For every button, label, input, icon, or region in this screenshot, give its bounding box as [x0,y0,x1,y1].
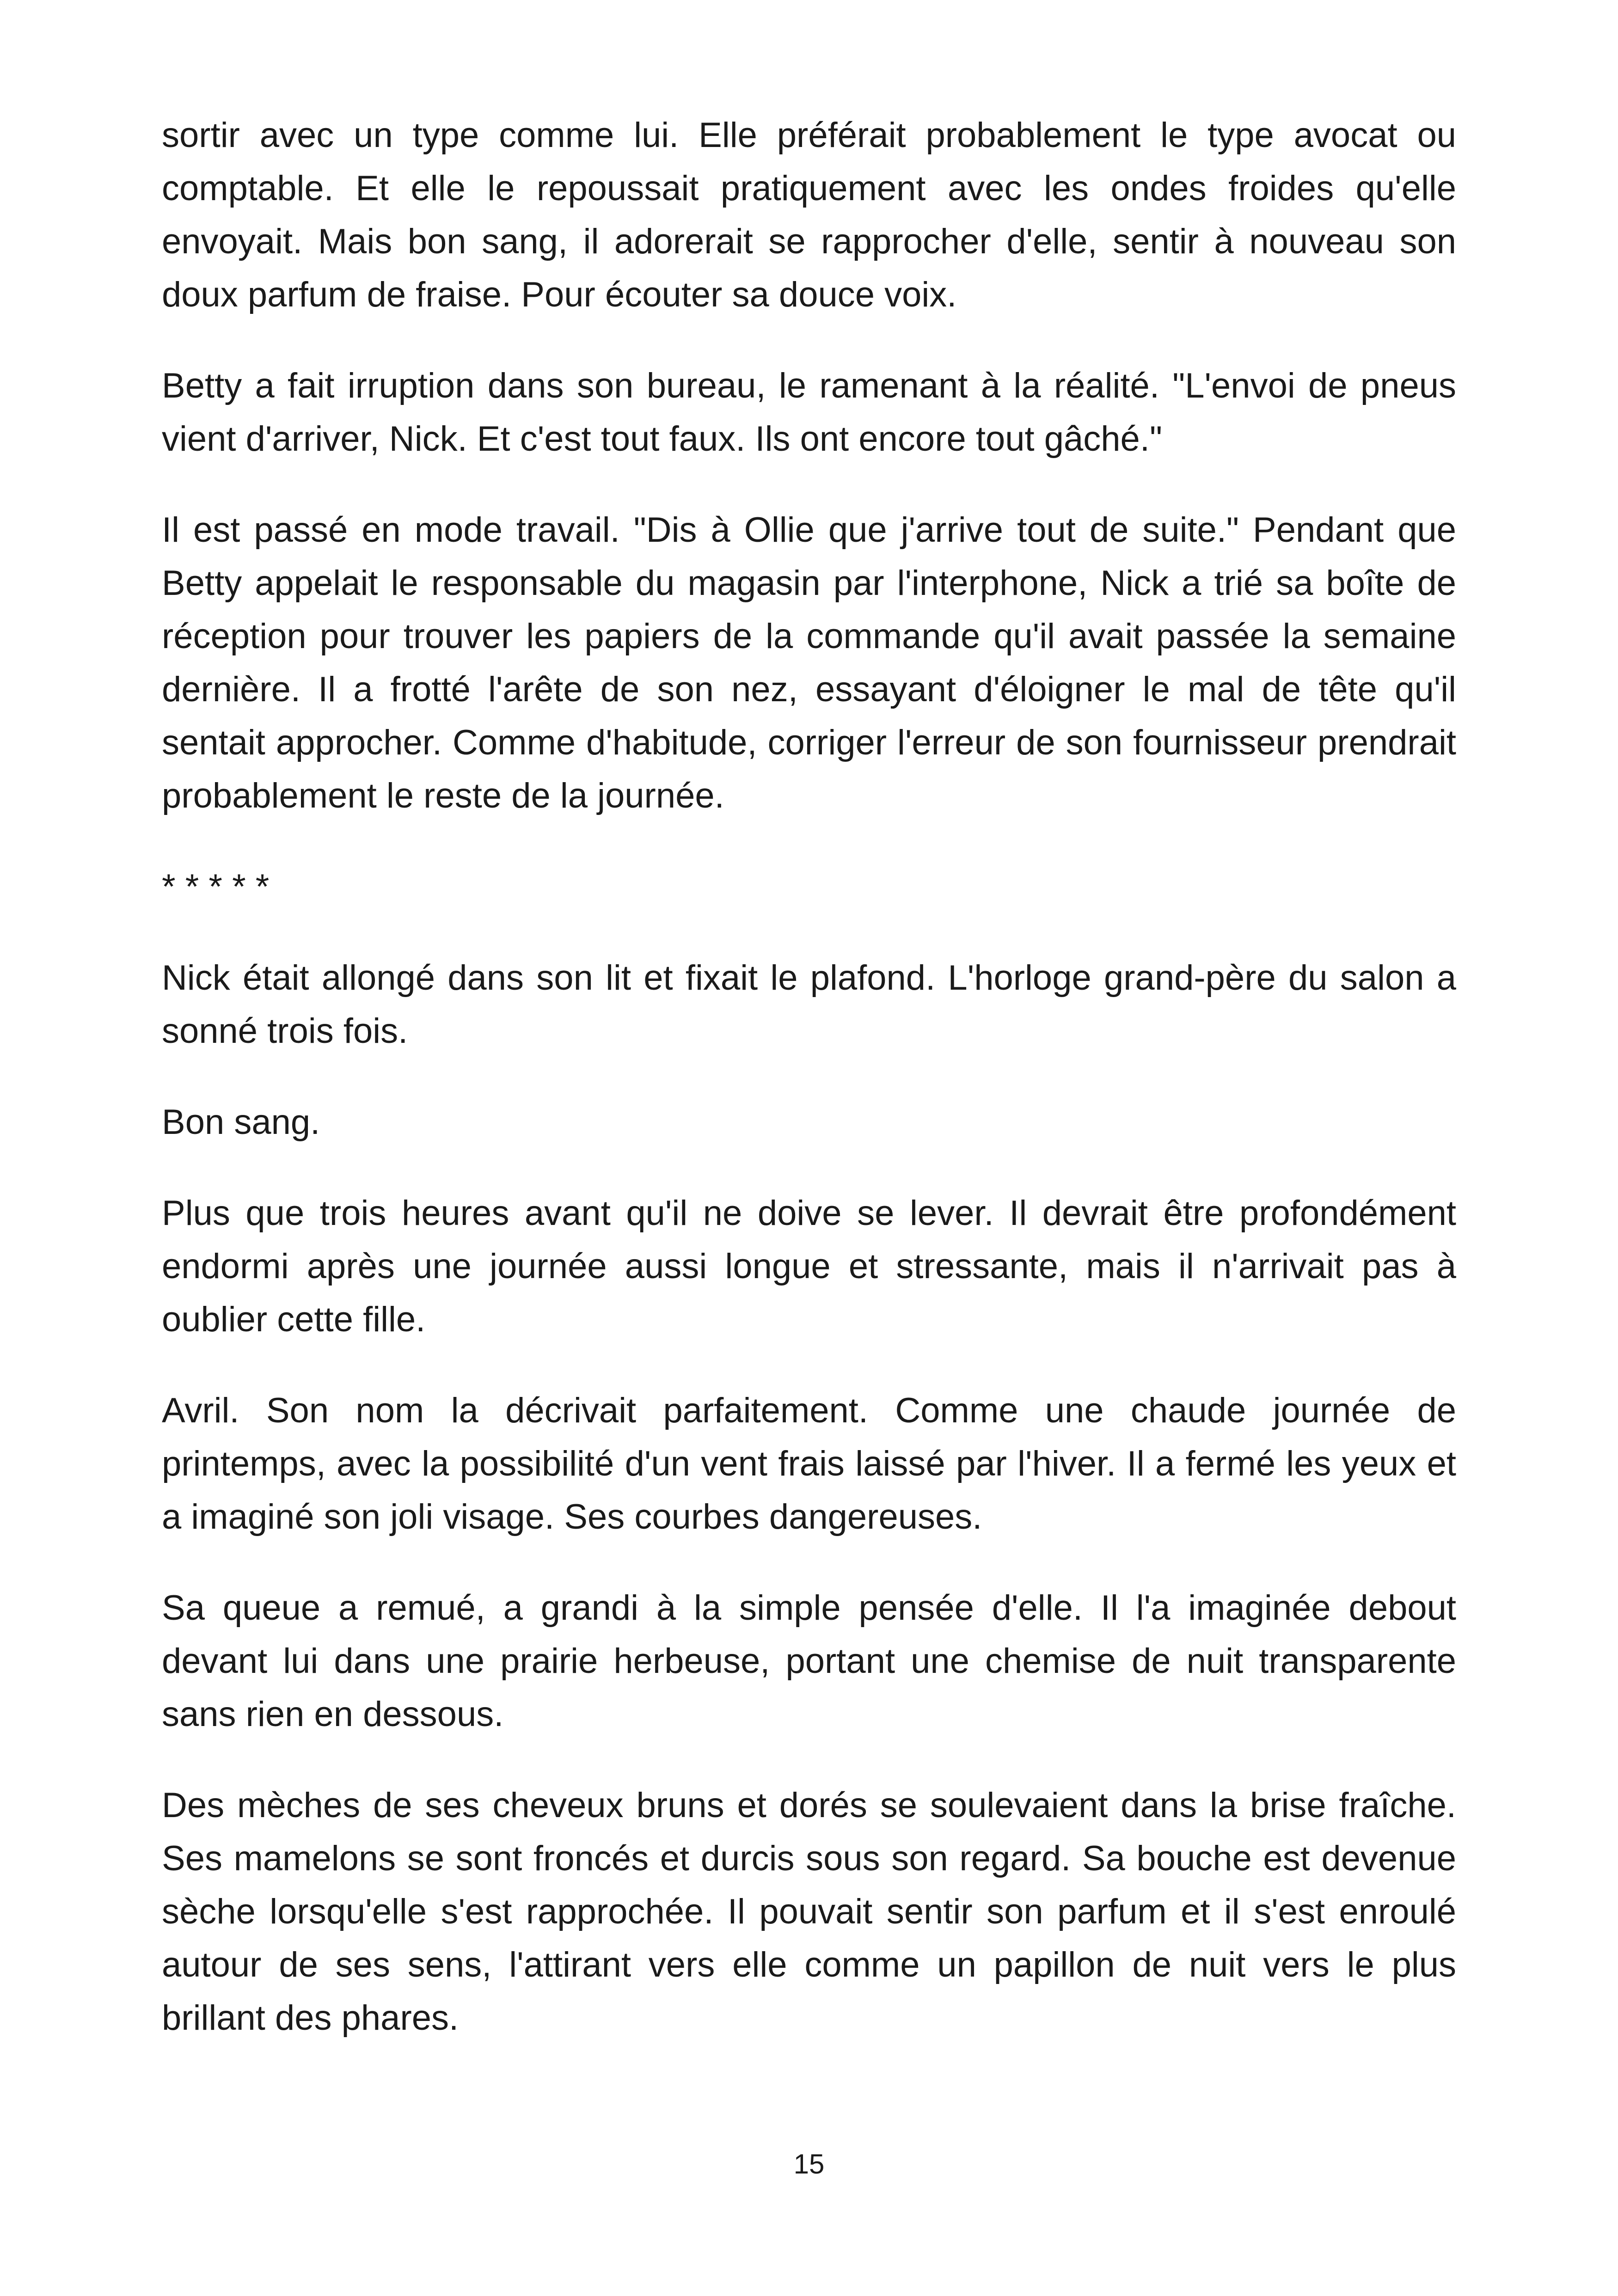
page-number: 15 [793,2149,825,2180]
paragraph-3: Il est passé en mode travail. "Dis à Ollie que j'arrive tout de suite." Pendant que Betty appelait le responsable du magasin par l'interphone, Nick a trié sa boîte de réception pour trouver les papiers de la commande qu'il avait passée la semaine dernière. Il a frotté l'arête de son nez, essayant d'éloigner le mal de tête qu'il sentait approcher. Comme d'habitude, corriger l'erreur de son fournisseur prendrait probablement le reste de la journée. [162,510,1456,815]
paragraph-8: Sa queue a remué, a grandi à la simple pensée d'elle. Il l'a imaginée debout devant lui dans une prairie herbeuse, portant une chemise de nuit transparente sans rien en dessous. [162,1588,1456,1734]
paragraph-2: Betty a fait irruption dans son bureau, le ramenant à la réalité. "L'envoi de pneus vient d'arriver, Nick. Et c'est tout faux. Ils ont encore tout gâché." [162,366,1456,459]
paragraph-5: Bon sang. [162,1102,320,1142]
paragraph-9: Des mèches de ses cheveux bruns et dorés se soulevaient dans la brise fraîche. Ses mamelons se sont froncés et durcis sous son regard. Sa bouche est devenue sèche lorsqu'elle s'est rapprochée. Il pouvait sentir son parfum et il s'est enroulé autour de ses sens, l'attirant vers elle comme un papillon de nuit vers le plus brillant des phares. [162,1786,1456,2038]
scene-break: * * * * * [162,867,270,906]
paragraph-6: Plus que trois heures avant qu'il ne doive se lever. Il devrait être profondément endormi après une journée aussi longue et stressante, mais il n'arrivait pas à oublier cette fille. [162,1194,1456,1339]
paragraph-7: Avril. Son nom la décrivait parfaitement. Comme une chaude journée de printemps, avec la possibilité d'un vent frais laissé par l'hiver. Il a fermé les yeux et a imaginé son joli visage. Ses courbes dangereuses. [162,1391,1456,1537]
paragraph-1: sortir avec un type comme lui. Elle préférait probablement le type avocat ou comptable. Et elle le repoussait pratiquement avec les ondes froides qu'elle envoyait. Mais bon sang, il adorerait se rapprocher d'elle, sentir à nouveau son doux parfum de fraise. Pour écouter sa douce voix. [162,116,1456,314]
paragraph-4: Nick était allongé dans son lit et fixait le plafond. L'horloge grand-père du salon a sonné trois fois. [162,958,1456,1051]
body-text [162,109,1456,2045]
